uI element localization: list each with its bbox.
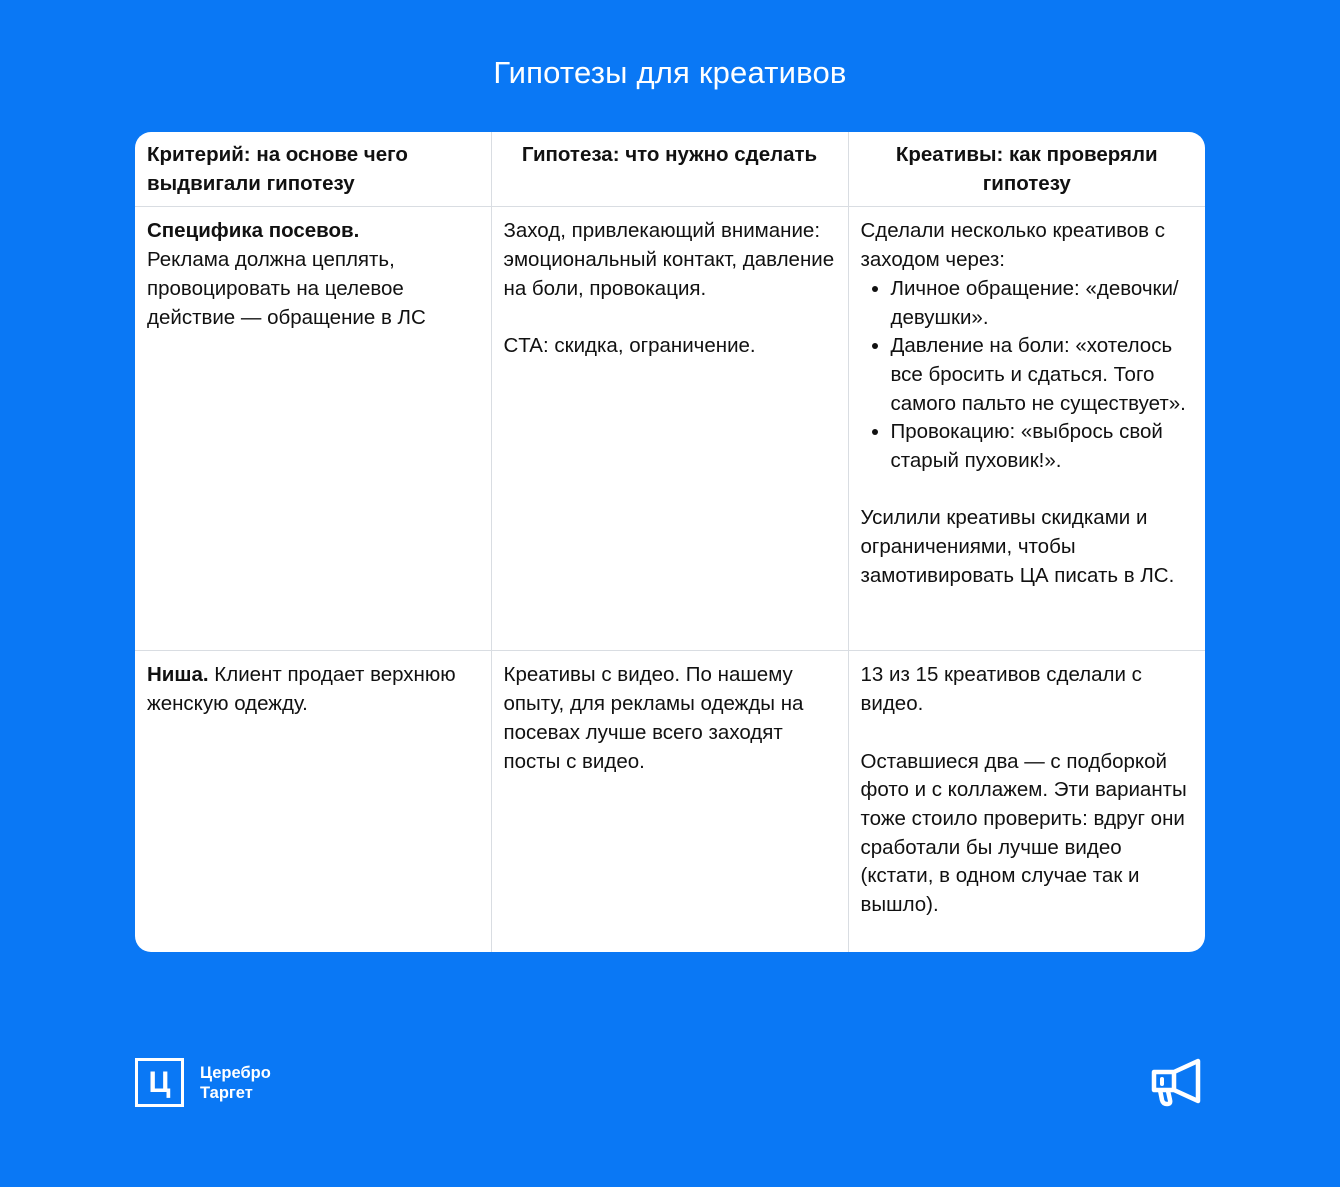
row1-hypothesis-cell <box>491 207 848 651</box>
table-row <box>135 207 1205 651</box>
row2-creatives-cell <box>848 651 1205 952</box>
row1-creatives-cell <box>848 207 1205 651</box>
hypotheses-table-card <box>135 132 1205 952</box>
brand-line1: Церебро <box>200 1063 271 1082</box>
header-creatives: Креативы: как проверяли гипотезу <box>848 132 1205 207</box>
brand-name <box>200 1063 271 1103</box>
row1-hypothesis-p2: CTA: скидка, ограничение. <box>503 334 756 358</box>
brand-line2: Таргет <box>200 1083 253 1102</box>
row1-creatives-outro: Усилили креативы скидками и ограничениями, чтобы замотивировать ЦА писать в ЛС. <box>860 506 1175 587</box>
row1-creatives-bullets <box>861 275 1194 476</box>
logo-mark <box>135 1058 184 1107</box>
list-item: • Давление на боли: «хотелось все бросить и сдаться. Того самого пальто не существует». <box>891 332 1194 418</box>
header-hypothesis: Гипотеза: что нужно сделать <box>491 132 848 207</box>
row2-hypothesis-cell <box>491 651 848 952</box>
row2-criterion <box>147 661 479 718</box>
row1-criterion-cell <box>135 207 491 651</box>
table-row <box>135 651 1205 952</box>
row2-criterion-cell <box>135 651 491 952</box>
row2-creatives-p2: Оставшиеся два — с подборкой фото и с коллажем. Эти варианты тоже стоило проверить: вдруг они сработали бы лучше видео (кстати, в одном случае так и вышло). <box>860 749 1187 917</box>
list-item: • Личное обращение: «девочки/девушки». <box>891 275 1194 332</box>
row2-criterion-bold: Ниша. <box>147 663 209 687</box>
brand-logo <box>135 1058 271 1107</box>
row2-hypothesis: Креативы с видео. По нашему опыту, для рекламы одежды на посевах лучше всего заходят посты с видео. <box>503 663 804 773</box>
row2-criterion-text: Клиент продает верхнюю женскую одежду. <box>147 663 456 716</box>
row2-creatives-p1: 13 из 15 креативов сделали с видео. <box>860 663 1142 716</box>
megaphone-icon <box>1148 1057 1206 1107</box>
row1-creatives-intro: Сделали несколько креативов с заходом через: <box>860 219 1165 272</box>
list-item: • Провокацию: «выбрось свой старый пуховик!». <box>891 418 1194 475</box>
header-criterion: Критерий: на основе чего выдвигали гипотезу <box>135 132 491 207</box>
page-title: Гипотезы для креативов <box>493 55 847 90</box>
row1-criterion-text: Реклама должна цеплять, провоцировать на целевое действие — обращение в ЛС <box>147 248 426 329</box>
table-header-row <box>135 132 1205 207</box>
hypotheses-table <box>135 132 1205 952</box>
row1-hypothesis-p1: Заход, привлекающий внимание: эмоциональный контакт, давление на боли, провокация. <box>503 219 835 300</box>
logo-letter: Ц <box>148 1066 171 1099</box>
row1-criterion-bold: Специфика посевов. <box>147 219 360 243</box>
